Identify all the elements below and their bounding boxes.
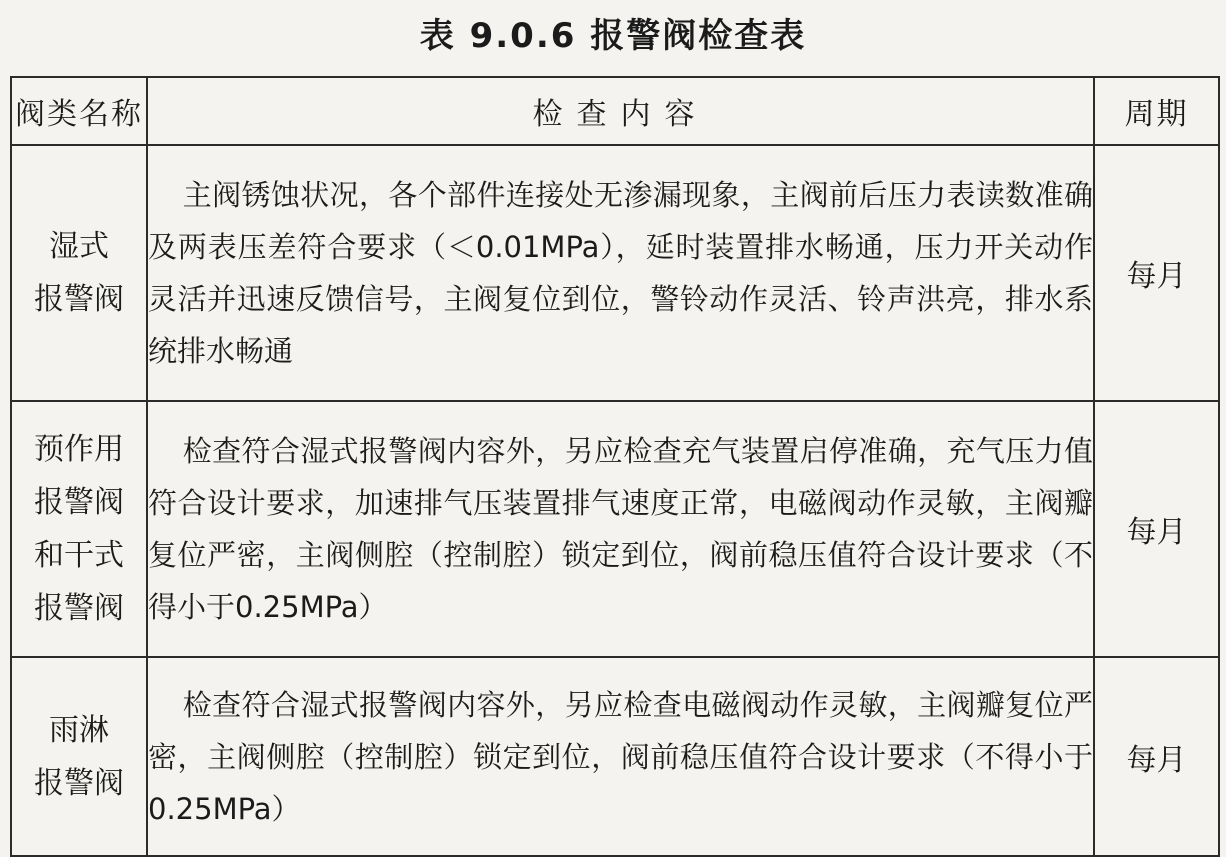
valve-name-line: 报警阀 (34, 485, 124, 520)
valve-name-line: 预作用 (34, 432, 124, 467)
header-valve-name: 阀类名称 (11, 77, 147, 145)
table-title: 表 9.0.6 报警阀检查表 (419, 16, 807, 56)
table-row (11, 657, 1219, 856)
valve-name-line: 报警阀 (34, 282, 124, 317)
table-row (11, 145, 1219, 401)
table-row (11, 401, 1219, 657)
valve-name-line: 和干式 (34, 538, 124, 573)
valve-name-line: 报警阀 (34, 591, 124, 626)
valve-name-line: 报警阀 (34, 765, 124, 801)
inspection-content-cell: 检查符合湿式报警阀内容外，另应检查电磁阀动作灵敏，主阀瓣复位严密，主阀侧腔（控制腔）锁定到位，阀前稳压值符合设计要求（不得小于0.25MPa） (147, 657, 1094, 856)
valve-name-line: 湿式 (49, 229, 109, 264)
header-inspection-content: 检查内容 (147, 77, 1094, 145)
valve-name-cell (11, 145, 147, 401)
valve-name-cell (11, 657, 147, 856)
inspection-content-cell: 主阀锈蚀状况，各个部件连接处无渗漏现象，主阀前后压力表读数准确及两表压差符合要求（＜0.01MPa），延时装置排水畅通，压力开关动作灵活并迅速反馈信号，主阀复位到位，警铃动作灵活、铃声洪亮，排水系统排水畅通 (147, 145, 1094, 401)
valve-name-cell (11, 401, 147, 657)
valve-name-line: 雨淋 (49, 712, 109, 748)
period-cell: 每月 (1094, 657, 1219, 856)
header-period: 周期 (1094, 77, 1219, 145)
period-cell: 每月 (1094, 401, 1219, 657)
header-row (11, 77, 1219, 145)
period-cell: 每月 (1094, 145, 1219, 401)
inspection-content-cell: 检查符合湿式报警阀内容外，另应检查充气装置启停准确，充气压力值符合设计要求，加速排气压装置排气速度正常，电磁阀动作灵敏，主阀瓣复位严密，主阀侧腔（控制腔）锁定到位，阀前稳压值符合设计要求（不得小于0.25MPa） (147, 401, 1094, 657)
alarm-valve-inspection-table (10, 76, 1220, 857)
